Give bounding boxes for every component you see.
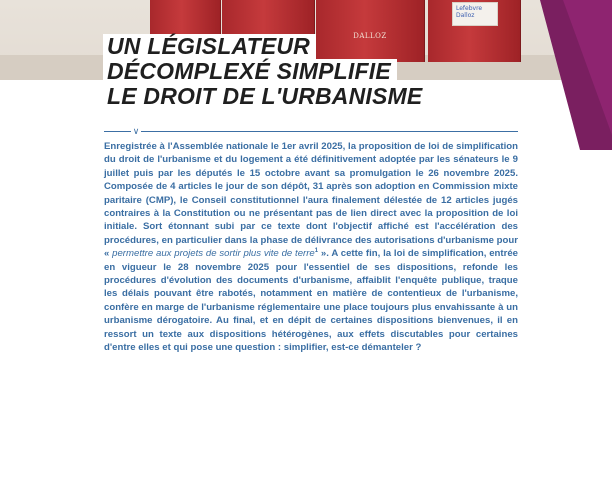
article-title: [103, 34, 503, 109]
book-label-text: Lefebvre Dalloz: [456, 5, 483, 19]
title-line-3: LE DROIT DE L'URBANISME: [103, 84, 428, 109]
book-label-card: [452, 2, 498, 26]
footnote-marker: 1: [314, 248, 319, 255]
divider-rule: [104, 131, 518, 132]
body-text-part2: ». A cette fin, la loi de simplification, entrée en vigueur le 28 novembre 2025 pour l'essentiel de ses dispositions, refonde les procédures d'évolution des documents d'urbanisme, affaiblit l'enquête publique, traque les délais pouvant être rabotés, notamment en matière de contentieux de l'urbanisme, confère en marge de l'urbanisme réglementaire une place toujours plus envahissante à un urbanisme dérogatoire. Au final, et en dépit de certaines dispositions bienvenues, il en ressort un texte aux dispositions hétérogènes, aux effets discutables pour certaines d'entre elles et qui pose une question : simplifier, est-ce démanteler ?: [104, 248, 518, 354]
title-line-2: DÉCOMPLEXÉ SIMPLIFIE: [103, 59, 397, 84]
body-text-part1: Enregistrée à l'Assemblée nationale le 1er avril 2025, la proposition de loi de simplification du droit de l'urbanisme et du logement a été définitivement adoptée par les sénateurs le 9 juillet puis par les députés le 15 octobre avant sa promulgation le 26 novembre 2025. Composée de 4 articles le jour de son dépôt, 31 après son adoption en Commission mixte paritaire (CMP), le Conseil constitutionnel l'aura finalement délestée de 12 articles jugés contraires à la Constitution ou ne présentant pas de lien direct avec la proposition de loi initiale. Sort étonnant subi par ce texte dont l'objectif affiché est l'accélération des procédures, en particulier dans la phase de délivrance des autorisations d'urbanisme pour «: [104, 141, 518, 260]
title-line-1: UN LÉGISLATEUR: [103, 34, 316, 59]
body-quote: permettre aux projets de sortir plus vite de terre: [112, 248, 315, 260]
book-brand: DALLOZ: [353, 32, 387, 40]
article-body: [104, 140, 518, 355]
chevron-down-icon: ∨: [132, 126, 140, 136]
